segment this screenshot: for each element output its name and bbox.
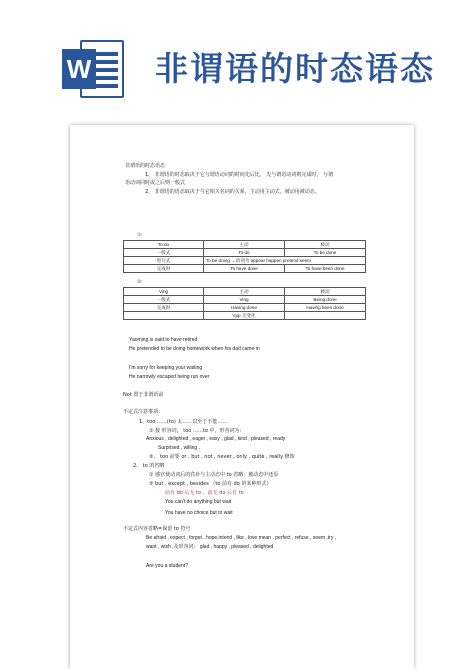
table-cell: 被动 — [285, 241, 366, 249]
infinitive-table — [123, 240, 366, 273]
table-cell: To be doing →动词为 appear happen pretend seem — [204, 257, 366, 265]
note-line: ② but , except , besides （to 前有 do 的某种形式） — [149, 481, 272, 487]
table-cell — [124, 312, 204, 320]
table-row — [124, 265, 366, 273]
table-cell: 主动 — [204, 288, 285, 296]
example-sentence: He narrowly escaped being run over — [129, 374, 210, 380]
table-cell: Being done — [285, 296, 366, 304]
table-cell: Vpp 无变化 — [204, 312, 285, 320]
example-sentence: Yaoming is said to have retired — [129, 337, 198, 343]
table-cell: Ving — [204, 296, 285, 304]
note-line: Surprised , willing , — [158, 445, 200, 451]
table-cell: 被动 — [285, 288, 366, 296]
table-row — [124, 257, 366, 265]
table-cell — [285, 312, 366, 320]
note-line: ① 接 形容词， too ……to 中，形容词为： — [149, 428, 245, 434]
note-heading: 不定式内容省略=保留 to 符号 — [123, 526, 191, 532]
example-sentence: Are you a student? — [146, 563, 188, 569]
table-row — [124, 296, 366, 304]
logo-letter: W — [62, 49, 96, 89]
table-row — [124, 288, 366, 296]
table-cell: To have done — [204, 265, 285, 273]
gerund-table — [123, 287, 366, 320]
rule-highlight: 前有 do 后无 to ，前无 do 后有 to — [165, 490, 244, 496]
table-cell: 一般式 — [124, 249, 204, 257]
note-heading: 不定式注意事项： — [123, 409, 164, 415]
table-row — [124, 304, 366, 312]
document-page — [70, 125, 414, 669]
note-line: ②、 too 前要 or , but , not , never , only , quite , really 修饰 — [149, 454, 295, 460]
table-cell: Having been done — [285, 304, 366, 312]
rule-line: 1、 非谓语的时态取决于它与谓语动词的时间先后比， 先与谓语动词则完成时， 与谓 — [145, 172, 333, 178]
word-icon — [62, 40, 128, 98]
table-cell: To be done — [285, 249, 366, 257]
table-cell: Having done — [204, 304, 285, 312]
table-cell: To do — [124, 241, 204, 249]
table-cell: 进行式 — [124, 257, 204, 265]
note-line: want , wish ,及形容词： glad , happy , pleased , delighted — [146, 544, 274, 550]
section-heading: 非谓语的时态语态 — [125, 163, 166, 169]
table-row — [124, 249, 366, 257]
table-row — [124, 312, 366, 320]
table-cell: Ving — [124, 288, 204, 296]
table-cell: 完成时 — [124, 304, 204, 312]
table-tag: ②: — [137, 280, 143, 285]
note-heading: 2、 to 的省略 — [133, 463, 165, 469]
note-heading: Not 置于非谓语前 — [123, 392, 164, 398]
note-line: Anxious , delighted , eager , easy , glad , kind , pleased , ready — [146, 436, 286, 442]
note-line: Be afraid , expect , forget , hope,intend , like , love mean , perfect , refuse , seem ,try , — [146, 535, 337, 541]
note-line: 1、too ……(to) 太……以至于不能…… — [139, 419, 228, 425]
example-sentence: You can't do anything but wait — [165, 499, 232, 505]
example-sentence: He pretended to be doing homework when his dad came in — [129, 346, 260, 352]
table-cell: 一般式 — [124, 296, 204, 304]
table-tag: ①: — [137, 233, 143, 238]
table-cell: 完成时 — [124, 265, 204, 273]
rule-line: 语动词同时或之后则一般式 — [125, 180, 186, 186]
example-sentence: I'm sorry for keeping your waiting — [129, 365, 203, 371]
header-banner — [0, 0, 474, 115]
example-sentence: You have no choice but to wait — [165, 510, 233, 516]
table-cell: To do — [204, 249, 285, 257]
table-cell: To have been done — [285, 265, 366, 273]
document-title: 非谓语的时态语态 — [155, 49, 435, 88]
table-row — [124, 241, 366, 249]
rule-line: 2、 非谓语的语态取决于与它相关名词的关系，主动用主动式，被动用被动态。 — [145, 189, 320, 195]
note-line: ① 感官使动词后的宾补与主动态中 to 省略，被动态中还原 — [149, 472, 279, 478]
table-cell: 主动 — [204, 241, 285, 249]
